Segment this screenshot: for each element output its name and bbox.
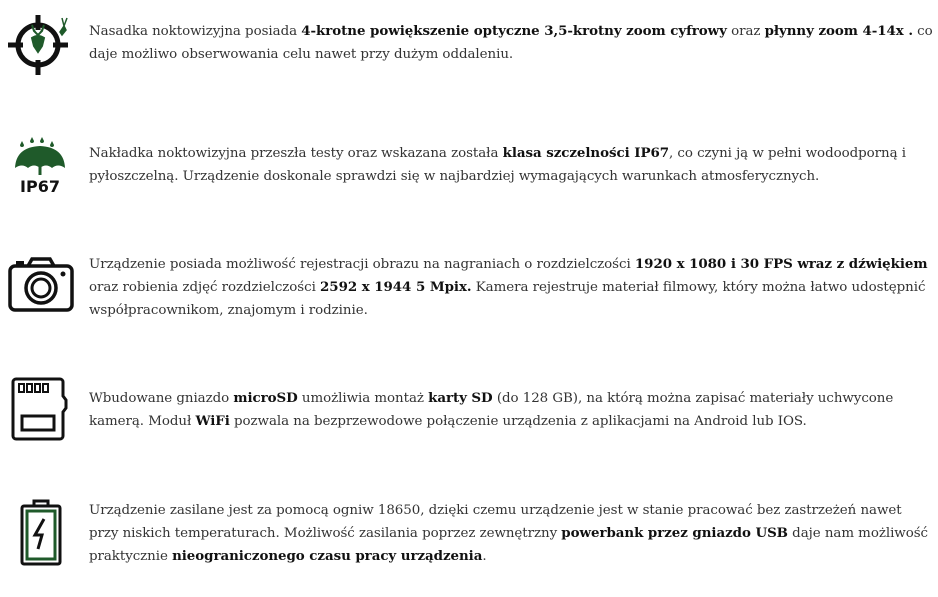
camera-icon: [6, 252, 78, 324]
text-segment: co daje możliwo obserwowania celu nawet przy dużym oddaleniu.: [89, 24, 933, 62]
feature-paragraph: [89, 142, 934, 188]
text-segment: pozwala na bezprzewodowe połączenie urządzenia z aplikacjami na Android lub IOS.: [229, 414, 807, 429]
feature-text-ip67: [89, 142, 934, 188]
text-segment: Urządzenie posiada możliwość rejestracji obrazu na nagraniach o rozdzielczości: [89, 257, 635, 272]
text-segment-bold: karty SD: [428, 390, 493, 406]
text-segment: .: [482, 549, 487, 564]
text-segment: Urządzenie zasilane jest za pomocą ogniw 18650, dzięki czemu urządzenie jest w stanie pracować bez zastrzeżeń nawet przy niskich temperaturach. Możliwość zasilania poprzez zewnętrzny: [89, 503, 902, 541]
text-segment-bold: 2592 x 1944 5 Mpix.: [320, 279, 472, 295]
text-segment-bold: klasa szczelności IP67: [502, 145, 670, 161]
feature-paragraph: [89, 253, 934, 322]
ip67-umbrella-icon: [6, 130, 78, 202]
sd-card-icon: [6, 372, 78, 444]
text-segment-bold: microSD: [233, 390, 298, 406]
text-segment-bold: 4-krotne powiększenie optyczne 3,5-krotny zoom cyfrowy: [301, 23, 727, 39]
feature-text-zoom: [89, 20, 934, 66]
battery-icon: [6, 497, 78, 569]
text-segment: , co czyni ją w pełni wodoodporną i pyłoszczelną. Urządzenie doskonale sprawdzi się w najbardziej wymagających warunkach atmosferycznych.: [89, 146, 906, 184]
text-segment: Nasadka noktowizyjna posiada: [89, 24, 302, 39]
deer-crosshair-icon: [6, 8, 78, 80]
text-segment-bold: powerbank przez gniazdo USB: [561, 525, 788, 541]
text-segment: oraz robienia zdjęć rozdzielczości: [89, 280, 321, 295]
text-segment: Nakładka noktowizyjna przeszła testy oraz wskazana została: [89, 146, 503, 161]
feature-text-sd-wifi: [89, 387, 934, 433]
feature-paragraph: [89, 499, 934, 568]
text-segment-bold: WiFi: [195, 413, 230, 429]
feature-text-camera: [89, 253, 934, 322]
text-segment: (do 128 GB), na którą można zapisać materiały uchwycone kamerą. Moduł: [89, 391, 894, 429]
feature-text-battery: [89, 499, 934, 568]
feature-paragraph: [89, 20, 934, 66]
text-segment-bold: 1920 x 1080 i 30 FPS wraz z dźwiękiem: [634, 256, 928, 272]
text-segment-bold: nieograniczonego czasu pracy urządzenia: [172, 548, 483, 564]
ip67-label: IP67: [20, 177, 60, 196]
text-segment: Kamera rejestruje materiał filmowy, który można łatwo udostępnić współpracownikom, znajomym i rodzinie.: [89, 280, 926, 318]
feature-paragraph: [89, 387, 934, 433]
text-segment: oraz: [726, 24, 765, 39]
text-segment: umożliwia montaż: [297, 391, 429, 406]
text-segment: Wbudowane gniazdo: [89, 391, 234, 406]
text-segment-bold: płynny zoom 4-14x .: [764, 23, 913, 39]
text-segment: daje nam możliwość praktycznie: [89, 526, 928, 564]
